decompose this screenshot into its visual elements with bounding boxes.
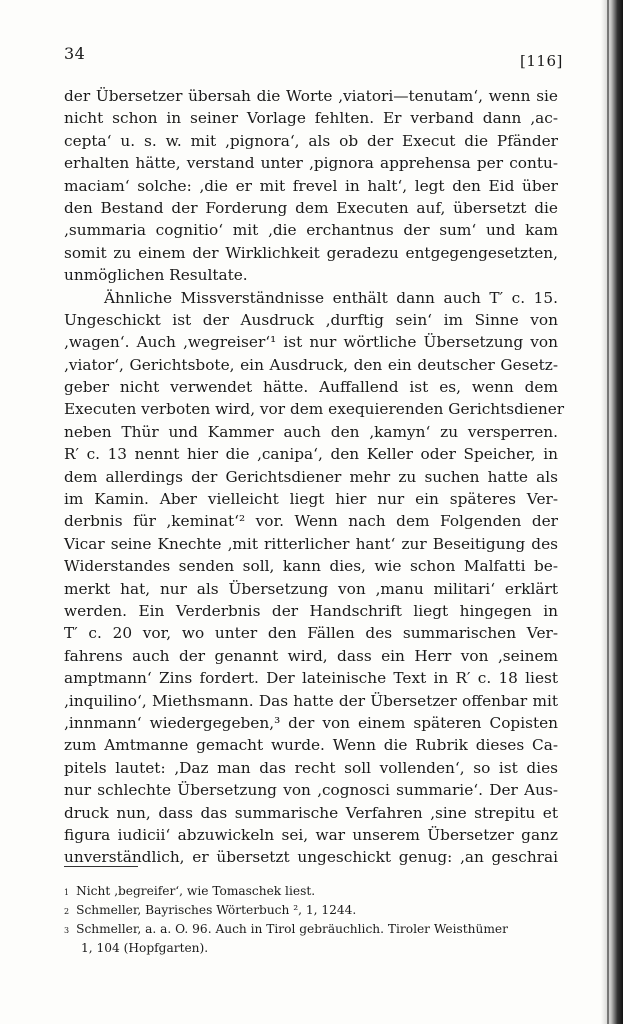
footnote-text: Nicht ‚begreifer‘, wie Tomaschek liest. <box>76 884 316 898</box>
text-line: ‚viator‘, Gerichtsbote, ein Ausdruck, den ein deutscher Gesetz- <box>64 355 558 374</box>
text-line: amptmann‘ Zins fordert. Der lateinische Text in R′ c. 18 liest <box>64 669 558 688</box>
text-line: pitels lautet: ‚Daz man das recht soll vollenden‘, so ist dies <box>64 758 558 777</box>
section-reference: [116] <box>520 52 563 70</box>
page-number: 34 <box>64 44 86 63</box>
text-line: der Übersetzer übersah die Worte ‚viatori—tenutam‘, wenn sie <box>64 87 558 105</box>
text-line: ‚innmann‘ wiedergegeben,³ der von einem späteren Copisten <box>64 713 558 732</box>
text-line: im Kamin. Aber vielleicht liegt hier nur ein späteres Ver- <box>64 490 558 509</box>
footnote-number: 2 <box>64 907 70 916</box>
text-line: geber nicht verwendet hätte. Auffallend ist es, wenn dem <box>64 378 558 397</box>
footnote-text: Schmeller, a. a. O. 96. Auch in Tirol gebräuchlich. Tiroler Weisthümer <box>76 922 508 936</box>
footnote-2 <box>64 901 564 920</box>
text-line: druck nun, dass das summarische Verfahren ‚sine strepitu et <box>64 803 558 822</box>
body-text <box>64 85 565 869</box>
text-line: somit zu einem der Wirklichkeit geradezu entgegengesetzten, <box>64 243 558 262</box>
text-line: Vicar seine Knechte ‚mit ritterlicher hant‘ zur Beseitigung des <box>64 534 558 553</box>
text-line: den Bestand der Forderung dem Executen auf, übersetzt die <box>64 198 558 217</box>
footnotes <box>64 882 564 958</box>
text-line: nur schlechte Übersetzung von ‚cognosci summarie‘. Der Aus- <box>64 781 558 800</box>
text-line: merkt hat, nur als Übersetzung von ‚manu militari‘ erklärt <box>64 579 558 598</box>
text-line: nicht schon in seiner Vorlage fehlten. Er verband dann ‚ac- <box>64 109 558 128</box>
text-line: neben Thür und Kammer auch den ‚kamyn‘ zu versperren. <box>64 422 558 441</box>
text-line: unmöglichen Resultate. <box>64 266 248 285</box>
text-line: Widerstandes senden soll, kann dies, wie schon Malfatti be- <box>64 557 558 576</box>
text-line: T′ c. 20 vor, wo unter den Fällen des summarischen Ver- <box>64 624 558 643</box>
footnote-number: 3 <box>64 926 70 935</box>
text-line: ‚wagen‘. Auch ‚wegreiser‘¹ ist nur wörtliche Übersetzung von <box>64 333 558 352</box>
footnote-3 <box>64 920 564 939</box>
text-line: maciam‘ solche: ‚die er mit frevel in halt‘, legt den Eid über <box>64 176 558 195</box>
text-line: fahrens auch der genannt wird, dass ein Herr von ‚seinem <box>64 646 558 665</box>
text-line: Ähnliche Missverständnisse enthält dann auch T′ c. 15. <box>104 288 558 307</box>
text-line: figura iudicii‘ abzuwickeln sei, war unserem Übersetzer ganz <box>64 825 558 844</box>
footnote-number: 1 <box>64 888 70 897</box>
text-line: erhalten hätte, verstand unter ‚pignora apprehensa per contu- <box>64 154 558 173</box>
binding-edge-line <box>607 0 609 1024</box>
page-edge-shadow <box>601 0 623 1024</box>
footnote-3-continuation: 1, 104 (Hopfgarten). <box>81 941 209 955</box>
footnote-divider <box>64 866 138 867</box>
text-line: ‚inquilino‘, Miethsmann. Das hatte der Übersetzer offenbar mit <box>64 691 558 710</box>
text-line: Ungeschickt ist der Ausdruck ‚durftig sein‘ im Sinne von <box>64 310 558 329</box>
text-line: R′ c. 13 nennt hier die ‚canipa‘, den Keller oder Speicher, in <box>64 445 558 464</box>
text-line: zum Amtmanne gemacht wurde. Wenn die Rubrik dieses Ca- <box>64 736 558 755</box>
text-line: derbnis für ‚keminat‘² vor. Wenn nach dem Folgenden der <box>64 512 558 531</box>
text-line: unverständlich, er übersetzt ungeschickt genug: ‚an geschrai <box>64 848 558 867</box>
text-line: werden. Ein Verderbnis der Handschrift liegt hingegen in <box>64 601 558 620</box>
text-line: ‚summaria cognitio‘ mit ‚die erchantnus der sum‘ und kam <box>64 221 558 240</box>
footnote-1 <box>64 882 564 901</box>
footnote-text: Schmeller, Bayrisches Wörterbuch ², 1, 1244. <box>76 903 357 917</box>
text-line: Executen verboten wird, vor dem exequierenden Gerichtsdiener <box>64 400 565 419</box>
text-line: cepta‘ u. s. w. mit ‚pignora‘, als ob der Execut die Pfänder <box>64 131 558 150</box>
text-line: dem allerdings der Gerichtsdiener mehr zu suchen hatte als <box>64 467 558 486</box>
